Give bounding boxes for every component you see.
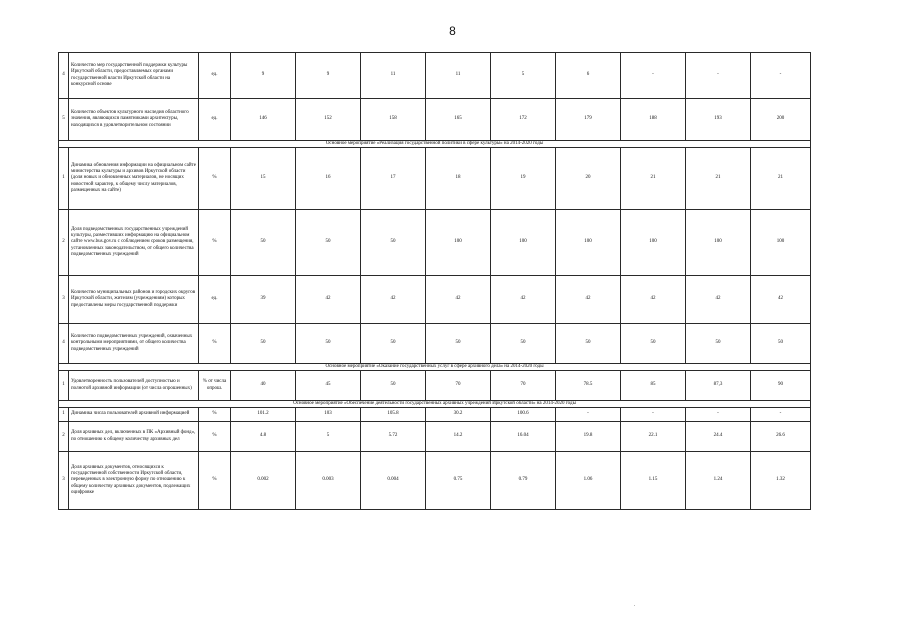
value-cell: 50: [231, 324, 296, 364]
value-cell: 42: [751, 276, 811, 324]
value-cell: -: [686, 408, 751, 422]
value-cell: 11: [426, 53, 491, 99]
row-number: 3: [59, 452, 69, 510]
value-cell: 9: [231, 53, 296, 99]
row-number: 1: [59, 371, 69, 401]
value-cell: 16.04: [491, 422, 556, 452]
value-cell: 19.8: [556, 422, 621, 452]
value-cell: 19: [491, 148, 556, 210]
value-cell: 103: [296, 408, 361, 422]
indicator-name: Количество объектов культурного наследия областного значения, являющихся памятниками архитектуры, находящихся в удовлетворительном состоянии: [69, 99, 199, 141]
indicator-name: Динамика числа пользователей архивной информацией: [69, 408, 199, 422]
value-cell: 152: [296, 99, 361, 141]
value-cell: 1.24: [686, 452, 751, 510]
section-heading-row: [59, 401, 811, 408]
value-cell: 39: [231, 276, 296, 324]
value-cell: 100: [491, 210, 556, 276]
indicator-name: Количество мер государственной поддержки культуры Иркутской области, предоставляемых органами государственной власти Иркутской области на конкурсной основе: [69, 53, 199, 99]
value-cell: 0.004: [361, 452, 426, 510]
row-number: 1: [59, 408, 69, 422]
value-cell: 1.15: [621, 452, 686, 510]
value-cell: 193: [686, 99, 751, 141]
value-cell: 50: [296, 324, 361, 364]
value-cell: 26.6: [751, 422, 811, 452]
section-heading: Основное мероприятие «Оказание государственных услуг в сфере архивного дела» на 2014-2020 годы: [59, 364, 811, 371]
table-row: [59, 276, 811, 324]
value-cell: 179: [556, 99, 621, 141]
value-cell: 87,3: [686, 371, 751, 401]
unit-cell: %: [199, 148, 231, 210]
table-body: [59, 53, 811, 510]
indicator-name: Количество муниципальных районов и городских округов Иркутской области, жителям (учреждениям) которых предоставлены меры государственной поддержки: [69, 276, 199, 324]
value-cell: 20: [556, 148, 621, 210]
value-cell: -: [686, 53, 751, 99]
table-row: [59, 210, 811, 276]
value-cell: 17: [361, 148, 426, 210]
value-cell: -: [751, 408, 811, 422]
indicator-name: Доля архивных дел, включенных в ПК «Архивный фонд», по отношению к общему количеству архивных дел: [69, 422, 199, 452]
value-cell: 50: [361, 324, 426, 364]
value-cell: 50: [231, 210, 296, 276]
value-cell: 50: [621, 324, 686, 364]
unit-cell: ед.: [199, 276, 231, 324]
value-cell: 78.5: [556, 371, 621, 401]
value-cell: 5: [491, 53, 556, 99]
value-cell: 21: [686, 148, 751, 210]
table-row: [59, 99, 811, 141]
value-cell: 21: [751, 148, 811, 210]
value-cell: 11: [361, 53, 426, 99]
value-cell: 16: [296, 148, 361, 210]
table-row: [59, 148, 811, 210]
value-cell: 165: [426, 99, 491, 141]
value-cell: 50: [426, 324, 491, 364]
table-row: [59, 371, 811, 401]
value-cell: 105.8: [361, 408, 426, 422]
unit-cell: %: [199, 324, 231, 364]
value-cell: 15: [231, 148, 296, 210]
section-heading-row: [59, 141, 811, 148]
value-cell: 42: [556, 276, 621, 324]
value-cell: 0.79: [491, 452, 556, 510]
value-cell: 50: [751, 324, 811, 364]
value-cell: 0.75: [426, 452, 491, 510]
indicator-name: Удовлетворенность пользователей доступностью и полнотой архивной информации (от числа опрошенных): [69, 371, 199, 401]
value-cell: 90: [751, 371, 811, 401]
value-cell: 188: [621, 99, 686, 141]
value-cell: -: [621, 53, 686, 99]
section-heading-row: [59, 364, 811, 371]
row-number: 4: [59, 324, 69, 364]
indicator-table: [58, 52, 811, 510]
row-number: 2: [59, 210, 69, 276]
table-row: [59, 422, 811, 452]
unit-cell: %: [199, 452, 231, 510]
value-cell: -: [751, 53, 811, 99]
value-cell: 1.32: [751, 452, 811, 510]
value-cell: 42: [426, 276, 491, 324]
value-cell: 100: [556, 210, 621, 276]
table-row: [59, 324, 811, 364]
value-cell: 42: [621, 276, 686, 324]
value-cell: 14.2: [426, 422, 491, 452]
value-cell: 50: [361, 210, 426, 276]
value-cell: 9: [296, 53, 361, 99]
unit-cell: ед.: [199, 53, 231, 99]
value-cell: 50: [556, 324, 621, 364]
value-cell: 50: [296, 210, 361, 276]
page-number: 8: [449, 24, 456, 38]
unit-cell: %: [199, 422, 231, 452]
row-number: 3: [59, 276, 69, 324]
value-cell: 146: [231, 99, 296, 141]
value-cell: 24.4: [686, 422, 751, 452]
value-cell: 21: [621, 148, 686, 210]
table-row: [59, 452, 811, 510]
unit-cell: % от числа опрош.: [199, 371, 231, 401]
value-cell: 42: [361, 276, 426, 324]
section-heading: Основное мероприятие «Реализация государственной политики в сфере культуры» на 2014-2020 годы: [59, 141, 811, 148]
value-cell: 101.2: [231, 408, 296, 422]
indicator-name: Динамика обновления информации на официальном сайте министерства культуры и архивов Иркутской области (доля новых и обновленных материалов, не носящих новостной характер, к общему числу материалов, размещенных на сайте): [69, 148, 199, 210]
value-cell: -: [556, 408, 621, 422]
value-cell: 40: [231, 371, 296, 401]
value-cell: 158: [361, 99, 426, 141]
value-cell: 22.1: [621, 422, 686, 452]
value-cell: 85: [621, 371, 686, 401]
row-number: 5: [59, 99, 69, 141]
indicator-name: Доля архивных документов, относящихся к государственной собственности Иркутской области, переведенных в электронную форму по отношению к общему количеству архивных документов, подлежащих оцифровке: [69, 452, 199, 510]
value-cell: 5.72: [361, 422, 426, 452]
value-cell: 100.6: [491, 408, 556, 422]
indicator-name: Количество подведомственных учреждений, охваченных контрольными мероприятиями, от общего количества подведомственных учреждений: [69, 324, 199, 364]
section-heading: Основное мероприятие «Обеспечение деятельности государственных архивных учреждений Иркутской области» на 2014-2020 годы: [59, 401, 811, 408]
value-cell: 100: [426, 210, 491, 276]
value-cell: 50: [491, 324, 556, 364]
row-number: 2: [59, 422, 69, 452]
value-cell: 70: [426, 371, 491, 401]
value-cell: 18: [426, 148, 491, 210]
indicator-name: Доля подведомственных государственных учреждений культуры, разместивших информацию на официальном сайте www.bus.gov.ru с соблюдением сроков размещения, установленных законодательством, от общего количества подведомственных учреждений: [69, 210, 199, 276]
row-number: 1: [59, 148, 69, 210]
value-cell: 42: [491, 276, 556, 324]
unit-cell: %: [199, 408, 231, 422]
value-cell: 30.2: [426, 408, 491, 422]
value-cell: 172: [491, 99, 556, 141]
value-cell: 45: [296, 371, 361, 401]
value-cell: 1.06: [556, 452, 621, 510]
value-cell: 5: [296, 422, 361, 452]
value-cell: 0.003: [296, 452, 361, 510]
unit-cell: %: [199, 210, 231, 276]
value-cell: 200: [751, 99, 811, 141]
value-cell: 6: [556, 53, 621, 99]
value-cell: -: [621, 408, 686, 422]
table-row: [59, 408, 811, 422]
value-cell: 0.002: [231, 452, 296, 510]
value-cell: 50: [361, 371, 426, 401]
value-cell: 100: [686, 210, 751, 276]
value-cell: 42: [686, 276, 751, 324]
value-cell: 100: [751, 210, 811, 276]
value-cell: 4.8: [231, 422, 296, 452]
value-cell: 42: [296, 276, 361, 324]
table-row: [59, 53, 811, 99]
value-cell: 70: [491, 371, 556, 401]
scan-mark: [634, 605, 635, 606]
unit-cell: ед.: [199, 99, 231, 141]
value-cell: 100: [621, 210, 686, 276]
row-number: 4: [59, 53, 69, 99]
value-cell: 50: [686, 324, 751, 364]
